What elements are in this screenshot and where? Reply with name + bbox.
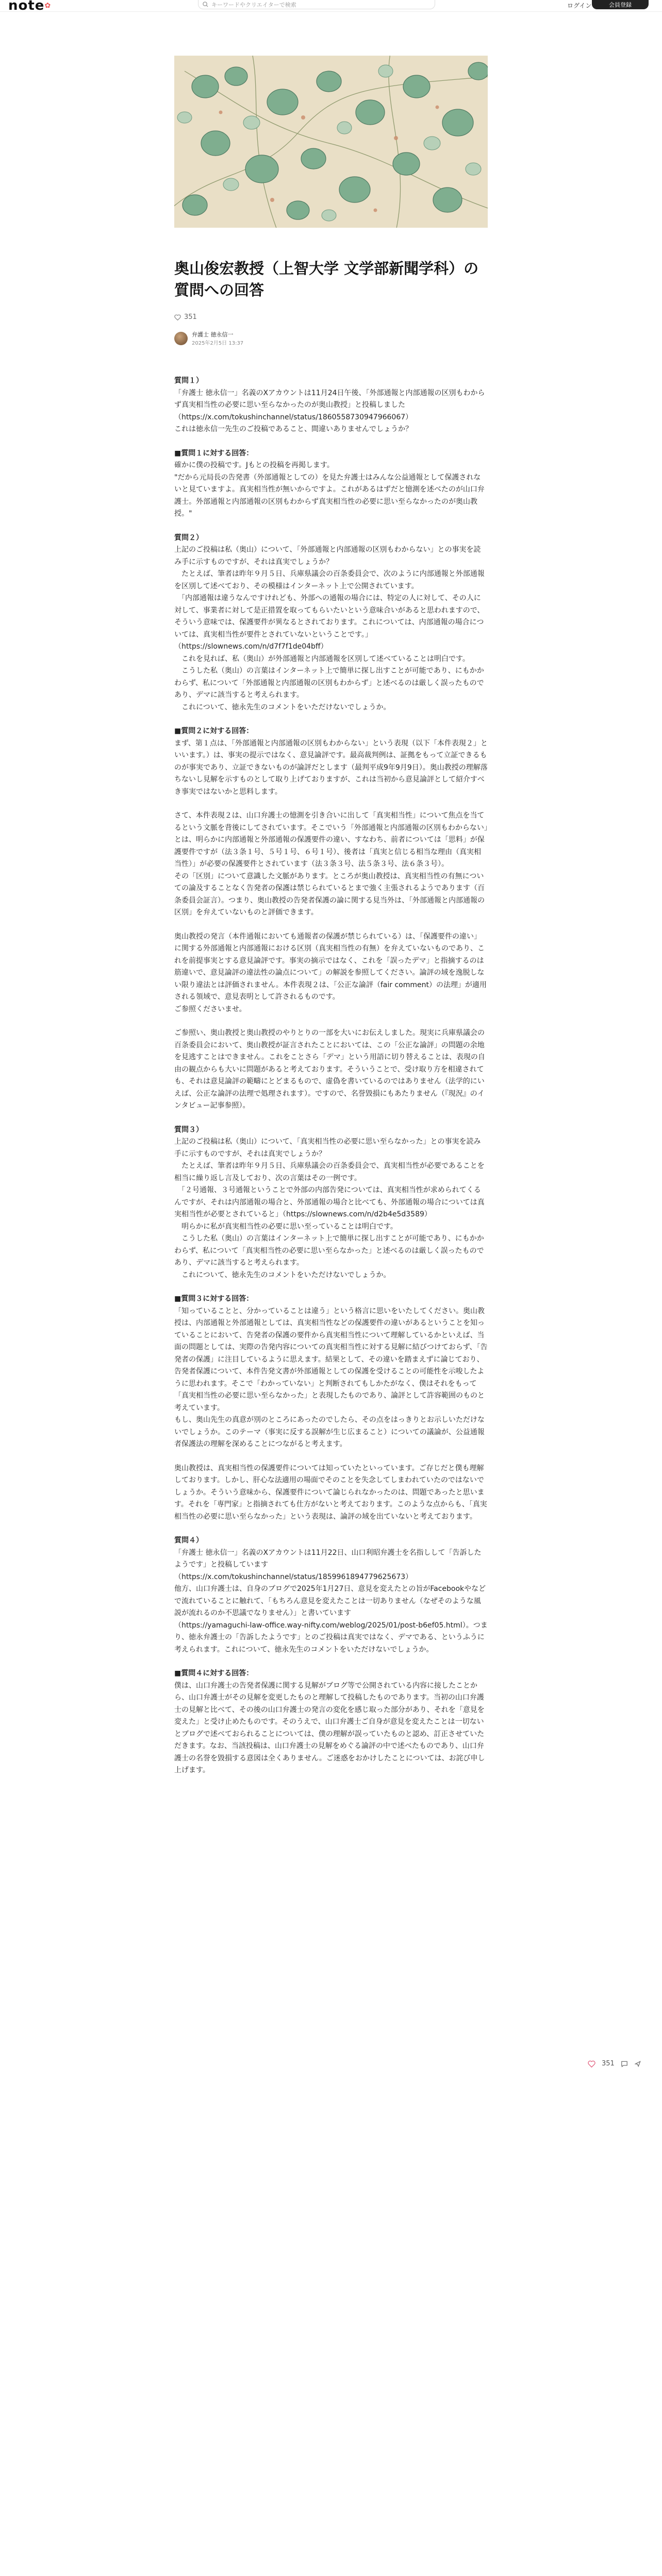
share-icon[interactable]	[634, 2060, 641, 2067]
search-icon	[203, 2, 208, 7]
search-input[interactable]	[198, 0, 435, 9]
paragraph: 奥山教授は、真実相当性の保護要件については知っていたといっています。ご存じだと僕も理解しております。しかし、肝心な法適用の場面でそのことを失念してしまわれていたのではないでしょうか。そういう意味から、保護要件について論じられなかったのは、問題であったと思います。それを「専門家」と指摘されても仕方がないと考えております。このような点からも、「真実相当性の必要に思い至らなかった」という表現は、論評の域を出ていないと考えております。	[174, 1464, 487, 1521]
section-heading: ■質問２に対する回答：	[174, 727, 254, 735]
article-body	[174, 375, 488, 1777]
search-placeholder: キーワードやクリエイターで検索	[211, 1, 296, 8]
like-counter[interactable]	[174, 313, 488, 321]
paragraph: 「弁護士 徳永信一」名義のXアカウントは11月22日、山口利昭弁護士を名指しして「告訴したようです」と投稿しています （https://x.com/tokushinchannel/status/1859961894779625673） 他方、山口弁護士は、自身のブログで2025年1月27日、意見を変えたとの旨がFacebookやなどで流れていることに触れて、「もちろん意見を変えたことは一切ありません（なぜそのような風説が流れるのか不思議でなりません）」と書いています （https://yamaguchi-law-office.way-nifty.com/weblog/2025/01/post-b6ef05.html）。つまり、徳永弁護士の「告訴したようです」とのご投稿は真実ではなく、デマである、というふうに考えられます。これについて、徳永先生のコメントをいただけないでしょうか。	[174, 1548, 488, 1654]
section-heading: 質問３）	[174, 1125, 203, 1134]
like-heart-icon[interactable]	[588, 2060, 595, 2067]
section-heading: ■質問１に対する回答：	[174, 449, 254, 457]
article	[174, 258, 488, 1789]
paragraph: 上記のご投稿は私（奥山）について、「真実相当性の必要に思い至らなかった」との事実を読み手に示すものですが、それは真実でしょうか？ たとえば、筆者は昨年９月５日、兵庫県議会の百条委員会で、真実相当性が必要であることを相当に繰り返し言及しており、次の言葉はその一例です。 「２号通報、３号通報ということで外部の内部告発については、真実相当性が求められてくるんですが、それは内部通報の場合と、外部通報の場合と比べても、外部通報の場合については真実相当性が必要とされていると」（https://slownews.com/n/d2b4e5d3589） 明らかに私が真実相当性の必要に思い至っていることは明白です。 こうした私（奥山）の言葉はインターネット上で簡単に探し出すことが可能であり、にもかかわらず、私について「真実相当性の必要に思い至らなかった」と述べるのは厳しく誤ったものであり、デマに該当すると考えられます。 これについて、徳永先生のコメントをいただけないでしょうか。	[174, 1138, 485, 1279]
article-title: 奥山俊宏教授（上智大学 文学部新聞学科）の質問への回答	[174, 260, 479, 299]
like-count: 351	[184, 313, 197, 321]
login-link[interactable]: ログイン	[567, 2, 592, 9]
section-heading: 質問４）	[174, 1536, 203, 1545]
paragraph: 「知っていることと、分かっていることは違う」という格言に思いをいたしてください。奥山教授は、内部通報と外部通報としては、真実相当性などの保護要件の違いがあるということを知っていることにおいて、告発者の保護の要件から真実相当性について理解しているかといえば、当面の問題としては、実際の告発内容についての真実相当性に対する見解に結びつけておらず、「告発者の保護」に注目しているように思えます。結果として、その違いを踏まえずに論じており、告発者保護について、本件告発文書が外部通報としての保護を受けることの可能性を示唆したように思われます。そこで「わかっていない」と判断されてもしかたがなく、僕はそれをもって「真実相当性の必要に思い至らなかった」と表現したものであり、論評として許容範囲のものと考えています。 もし、奥山先生の真意が別のところにあったのでしたら、その点をはっきりとお示しいただけないでしょうか。このテーマ（事実に反する誤解が生じ広まること）についての議論が、公益通報者保護法の理解を深めることにつながると考えます。	[174, 1307, 488, 1448]
paragraph: 確かに僕の投稿です。Jもとの投稿を再掲します。 "だから元局長の告発書（外部通報としての）を見た弁護士はみんな公益通報として保護されないと見ていますよ。真実相当性が無いからですよ。これがあるはずだと憶測を述べたのが山口弁護士。外部通報と内部通報の区別もわからず真実相当性の必要に思い至らなかったのが奥山教授。"	[174, 461, 485, 518]
avatar[interactable]	[174, 332, 188, 345]
paragraph: 奥山教授の発言（本件通報においても通報者の保護が禁じられている）は、「保護要件の違い」に関する外部通報と内部通報における区別（真実相当性の有無）を弁えていないものであり、これを前提事実とする意見論評です。事実の摘示ではなく、これを「誤ったデマ」と指摘するのは筋違いで、意見論評の違法性の論点について」の解説を参照してください。論評の域を逸脱しない限り違法とは評価されません。本件表現２は、「公正な論評（fair comment）の法理」が適用される領域で、意見表明として許されるものです。 ご参照くださいませ。	[174, 932, 487, 1013]
paragraph: さて、本件表現２は、山口弁護士の憶測を引き合いに出して「真実相当性」について焦点を当てるという文脈を背後にしてされています。そこでいう「外部通報と内部通報の区別もわからない」とは、明らかに内部通報と外部通報の保護要件の違い、すなわち、前者については「思料」が保護要件ですが（法３条１号、５号１号、６号１号）、後者は「真実と信じる相当な理由（真実相当性）」が必要の保護要件とされています（法３条３号、法５条３号、法６条３号）。 その「区別」について意識した文脈があります。ところが奥山教授は、真実相当性の有無についての論及することなく告発者の保護は禁じられているとまで強く主張されるようであります（百条委員会証言）。つまり、奥山教授の告発者保護の論に関する見当外は、「外部通報と内部通報の区別」を弁えていないものと評価できます。	[174, 811, 488, 917]
botanical-illustration	[174, 56, 488, 228]
side-actions	[588, 2060, 641, 2067]
section-heading: ■質問３に対する回答：	[174, 1295, 254, 1303]
section-heading: 質問１）	[174, 377, 203, 385]
section-heading: ■質問４に対する回答：	[174, 1669, 254, 1677]
post-date: 2025年2月5日 13:37	[192, 341, 244, 346]
paragraph: まず、第１点は、「外部通報と内部通報の区別もわからない」という表現（以下「本件表現２」といいます。）は、事実の提示ではなく、意見論評です。最高裁判例は、証拠をもって立証できるものが事実であり、立証できないものが論評だとします（最判平成9年9月9日）。奥山教授の理解落ちないし見解を示すものとして取り上げておりますが、これは当初から意見論評として紹介すべき事実ではないかと思料します。	[174, 739, 488, 796]
signup-button[interactable]: 会員登録	[592, 0, 649, 9]
paragraph: 上記のご投稿は私（奥山）について、「外部通報と内部通報の区別もわからない」との事実を読み手に示すものですが、それは真実でしょうか？ たとえば、筆者は昨年９月５日、兵庫県議会の百条委員会で、次のように内部通報と外部通報を区別して述べており、その模様はインターネット上で公開されています。 「内部通報は違うなんですけれども、外部への通報の場合には、特定の人に対して、その人に対して、事業者に対して是正措置を取ってもらいたいという意味合いがあると思われますので、そういう意味では、保護要件が異なるとされております。これについては、内部通報の場合については、真実相当性が要件とされていないということです。」（https://slownews.com/n/d7f7f1de04bff） これを見れば、私（奥山）が外部通報と内部通報を区別して述べていることは明白です。 こうした私（奥山）の言葉はインターネット上で簡単に探し出すことが可能であり、にもかかわらず、私について「外部通報と内部通報の区別もわからず」と述べるのは厳しく誤ったものであり、デマに該当すると考えられます。 これについて、徳永先生のコメントをいただけないでしょうか。	[174, 546, 485, 711]
section-heading: 質問２）	[174, 533, 203, 542]
paragraph: 僕は、山口弁護士の告発者保護に関する見解がブログ等で公開されている内容に接したことから、山口弁護士がその見解を変更したものと理解して投稿したものであります。当初の山口弁護士の見解と比べて、その後の山口弁護士の発言の変化を感じ取った部分があり、それを「意見を変えた」と受け止めたものです。そのうえで、山口弁護士ご自身が意見を変えたことは一切ないとブログで述べておられることについては、僕の理解が誤っていたものと認め、訂正させていただきます。なお、当該投稿は、山口弁護士の見解をめぐる論評の中で述べたものであり、山口弁護士の名誉を毀損する意図は全くありません。ご迷惑をおかけしたことについては、お詫び申し上げます。	[174, 1681, 485, 1774]
logo-mark-icon: ✿	[44, 2, 52, 10]
paragraph: 「弁護士 徳永信一」名義のXアカウントは11月24日午後、「外部通報と内部通報の区別もわからず真実相当性の必要に思い至らなかったのが奥山教授」と投稿しました （https://x.com/tokushinchannel/status/1860558730947966067） これは徳永信一先生のご投稿であること、間違いありませんでしょうか？	[174, 388, 485, 433]
author-name[interactable]: 弁護士 徳永信一	[192, 331, 234, 338]
hero-image	[174, 56, 488, 228]
author-block[interactable]	[174, 330, 488, 346]
side-like-count: 351	[602, 2060, 615, 2067]
heart-icon[interactable]	[174, 314, 181, 320]
paragraph: ご参照い、奥山教授と奥山教授のやりとりの一部を大いにお伝えしました。現実に兵庫県議会の百条委員会において、奥山教授が証言されたことにおいては、この「公正な論評」の問題の余地を見逃すことはできません。これをことさら「デマ」という用語に切り替えることは、表現の自由の観点からも大いに問題があると考えております。そういうことで、受け取り方を相違されても、それは意見論評の範疇にとどまるもので、虚偽を書いているのではありません（法学的にいえば、公正な論評の法理で処理されます）。ですので、名誉毀損にもあたりません（『現況』のインタビュー記事参照）。	[174, 1029, 485, 1110]
top-bar	[0, 0, 662, 12]
site-logo[interactable]: note✿	[8, 0, 52, 11]
comment-icon[interactable]	[621, 2060, 628, 2067]
